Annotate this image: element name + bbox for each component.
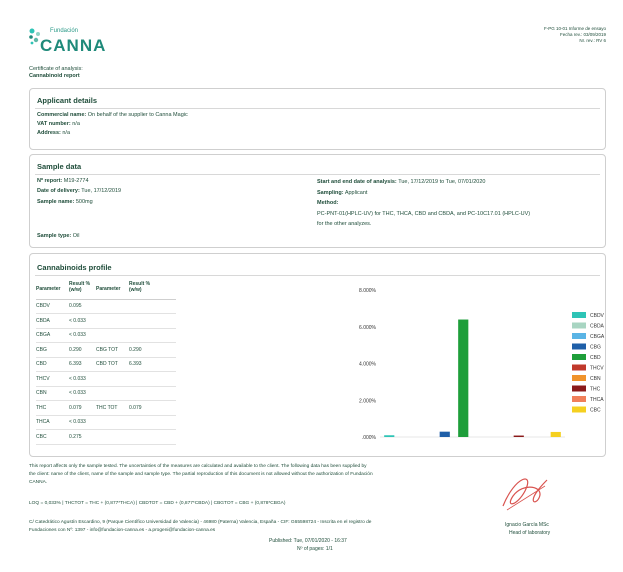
- cell-parameter-total: THC TOT: [96, 404, 118, 411]
- cell-result: < 0.033: [69, 375, 86, 382]
- cell-parameter: CBC: [36, 433, 47, 440]
- cell-result: 0.275: [69, 433, 82, 440]
- cell-parameter: CBDV: [36, 303, 50, 309]
- cell-parameter: CBDA: [36, 317, 50, 324]
- legend-label-cbga: CBGA: [590, 334, 605, 340]
- col-result-2: Result % (w/w): [129, 281, 151, 293]
- cell-parameter-total: CBD TOT: [96, 361, 118, 367]
- delivery-value: Tue, 17/12/2019: [81, 188, 122, 194]
- cell-result-total: 0.079: [129, 404, 142, 411]
- signer-name: Ignacio García MSc: [505, 522, 549, 528]
- legend-label-cbda: CBDA: [590, 323, 604, 330]
- sample-type-label: Sample type:: [37, 233, 72, 239]
- cell-parameter: CBN: [36, 390, 47, 396]
- sampling-row: [317, 190, 367, 197]
- table-row: [36, 373, 176, 387]
- cell-parameter: THCV: [36, 375, 50, 382]
- legend-label-thcv: THCV: [590, 365, 604, 372]
- analysis-dates-row: [317, 179, 485, 186]
- table-row: [36, 315, 176, 329]
- legend-swatch-cbn: [572, 375, 586, 381]
- cell-parameter: THC: [36, 404, 47, 411]
- vat-value: n/a: [72, 121, 80, 127]
- cell-result: 0.095: [69, 303, 82, 309]
- page-count: Nº of pages: 1/1: [297, 546, 333, 552]
- sampling-value: Applicant: [344, 190, 368, 196]
- address-line-1: C/ Catedrático Agustín Escardino, 9 (Parque Científico Universidad de Valencia) - 46980 (Paterna) Valencia, España - CIF: G65598724 - Inscrita en el registro de: [29, 520, 372, 525]
- divider: [35, 275, 600, 276]
- legend-swatch-cbg: [572, 344, 586, 350]
- sample-data-box: [29, 154, 606, 248]
- commercial-name-label: Commercial name:: [37, 112, 87, 118]
- y-tick-label: .000%: [361, 435, 376, 441]
- results-table-header: [36, 279, 176, 300]
- fundacion-canna-logo: [28, 28, 118, 58]
- cell-result: < 0.033: [69, 390, 86, 396]
- certificate-title: Certificate of analysis:: [29, 66, 83, 72]
- signature-icon: [495, 466, 555, 514]
- legend-swatch-cbd: [572, 354, 586, 360]
- cell-parameter: CBGA: [36, 332, 51, 338]
- y-tick-label: 4.000%: [359, 361, 376, 368]
- method-label: Method:: [317, 200, 339, 206]
- legend-swatch-thcv: [572, 365, 586, 371]
- legend-label-cbc: CBC: [590, 407, 601, 414]
- analysis-dates-value: Tue, 17/12/2019 to Tue, 07/01/2020: [398, 179, 486, 185]
- disclaimer-line-1: This report affects only the sample tested. The uncertainties of the measures are calculated and available to the client. The following data has been supplied by: [29, 464, 367, 469]
- cell-parameter: THCA: [36, 419, 50, 425]
- col-parameter-2: Parameter: [96, 286, 121, 292]
- report-type: Cannabinoid report: [29, 73, 80, 79]
- applicant-details-box: [29, 88, 606, 150]
- logo-big-text: CANNA: [40, 36, 107, 55]
- table-row: [36, 416, 176, 430]
- legend-label-thca: THCA: [590, 397, 604, 403]
- sample-name-value: 500mg: [75, 199, 93, 205]
- legend-swatch-cbga: [572, 333, 586, 339]
- y-tick-label: 8.000%: [359, 288, 376, 294]
- cannabinoids-title: Cannabinoids profile: [37, 263, 112, 272]
- sample-name-label: Sample name:: [37, 199, 75, 205]
- legend-swatch-cbc: [572, 407, 586, 413]
- legend-label-cbdv: CBDV: [590, 313, 604, 319]
- col-result-1: Result % (w/w): [69, 281, 91, 293]
- cell-result: 0.290: [69, 346, 82, 353]
- cell-result: 6.393: [69, 361, 82, 367]
- y-tick-label: 2.000%: [359, 398, 376, 405]
- bar-cbc: [551, 432, 561, 437]
- legend-swatch-cbdv: [572, 312, 586, 318]
- delivery-label: Date of delivery:: [37, 188, 80, 194]
- cell-parameter: CBG: [36, 346, 47, 353]
- commercial-name-row: [37, 112, 188, 119]
- legend-swatch-thc: [572, 386, 586, 392]
- method-line-2: for the other analyzes.: [317, 221, 372, 227]
- bar-cbdv: [384, 435, 394, 437]
- applicant-title: Applicant details: [37, 96, 98, 105]
- disclaimer-line-2: the client: name of the client, name of the sample and sample type. The partial reproduction of this document is not allowed without the authorization of Fundación: [29, 472, 373, 477]
- address-value: n/a: [62, 130, 71, 136]
- divider: [35, 108, 600, 109]
- doc-code: F-PG 10-01 Informe de ensayo: [543, 26, 606, 31]
- logo-small-text: Fundación: [50, 28, 79, 34]
- legend-swatch-thca: [572, 396, 586, 402]
- col-parameter-1: Parameter: [36, 286, 61, 292]
- table-row: [36, 358, 176, 372]
- cell-parameter: CBD: [36, 361, 47, 367]
- divider: [35, 174, 600, 175]
- legend-label-cbg: CBG: [590, 344, 601, 351]
- legend-swatch-cbda: [572, 323, 586, 329]
- cell-parameter-total: CBG TOT: [96, 346, 119, 353]
- report-row: [37, 178, 89, 185]
- signer-role: Head of laboratory: [509, 530, 551, 536]
- cell-result: < 0.033: [69, 332, 86, 338]
- published-date: Published: Tue, 07/01/2020 - 16:37: [269, 538, 347, 544]
- sampling-label: Sampling:: [317, 190, 344, 196]
- table-row: [36, 329, 176, 343]
- bar-cbd: [458, 320, 468, 437]
- table-row: [36, 300, 176, 314]
- sample-name-row: [37, 199, 93, 206]
- legend-label-cbd: CBD: [590, 355, 601, 361]
- legend-label-thc: THC: [590, 386, 601, 393]
- bar-cbg: [440, 432, 450, 437]
- table-row: [36, 387, 176, 401]
- table-row: [36, 402, 176, 416]
- commercial-name-value: On behalf of the supplier to Canna Magic: [87, 112, 188, 118]
- y-tick-label: 6.000%: [359, 324, 376, 331]
- cell-result: 0.079: [69, 404, 82, 411]
- cell-result: < 0.033: [69, 419, 86, 425]
- sample-type-row: [37, 233, 80, 240]
- revision-date: Fecha rev.: 03/09/2019: [560, 32, 606, 37]
- bar-thc: [514, 436, 524, 437]
- cell-result-total: 6.393: [129, 361, 142, 367]
- report-value: M19-2774: [63, 178, 89, 184]
- vat-label: VAT number:: [37, 121, 71, 127]
- address-row: [37, 130, 70, 137]
- address-line-2: Fundaciones con Nº: 1397 - info@fundacion-canna.es - a.progeni@fundacion-canna.es: [29, 528, 216, 533]
- delivery-row: [37, 188, 121, 195]
- report-label: Nº report:: [37, 178, 63, 184]
- legend-label-cbn: CBN: [590, 376, 601, 382]
- sample-type-value: Oil: [72, 233, 80, 239]
- analysis-dates-label: Start and end date of analysis:: [317, 179, 397, 185]
- disclaimer-line-3: CANNA.: [29, 480, 48, 485]
- vat-row: [37, 121, 80, 128]
- address-label: Address:: [37, 130, 61, 136]
- method-line-1: PC-PNT-01(HPLC-UV) for THC, THCA, CBD and CBDA, and PC-10C17.01 (HPLC-UV): [317, 211, 531, 217]
- cannabinoids-bar-chart: [320, 284, 605, 444]
- table-row: [36, 431, 176, 445]
- formula-line: LOQ = 0,033% | THCTOT = THC + (0,877*THCA) | CBDTOT = CBD + (0,877*CBDA) | CBGTOT = CBG + (0,878*CBGA): [29, 501, 286, 506]
- cannabinoids-box: [29, 253, 606, 457]
- sample-title: Sample data: [37, 162, 82, 171]
- cell-result-total: 0.290: [129, 346, 142, 353]
- revision-number: Nr. rev.: RV 6: [579, 38, 606, 43]
- table-row: [36, 344, 176, 358]
- cell-result: < 0.033: [69, 317, 86, 324]
